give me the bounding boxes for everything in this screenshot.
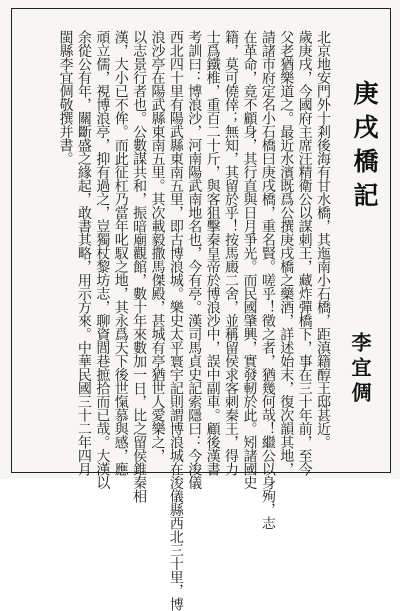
text-column: 北京地安門外十剎後海有甘水橋，其迤南小石橋，距滇籍醇王邸甚近。: [315, 30, 331, 449]
text-column: 考訓曰：博浪沙，河南陽武南地名也，今有亭。漢司馬貞史記索隱曰：今浚儀: [186, 30, 203, 489]
text-column: 在革命，竟不顧身，其行直與日月爭光。而民國肇興，實發軔於此。矧諸國史: [241, 30, 258, 489]
document-title: 庚戌橋記: [350, 80, 379, 216]
text-column: 請諸市府定名小石橋曰庚戌橋，重名賢。嗟乎！徵之者，猶幾何哉！繼公以身殉，志: [259, 30, 276, 530]
text-column: 余從公有年，關斷盛之緣起，敢書其略，用示方來。中華民國三十二年四月: [75, 30, 92, 476]
text-column: 歲庚戌，今國府主席汪精衛公以謀刺王，藏炸彈橋下，事在三十年前，至今: [296, 30, 313, 476]
author-name: 李宜倜: [348, 332, 372, 407]
body-text: [57, 30, 331, 611]
text-column: 浪沙亭在陽武縣東南五里。其次載毅撒馬傑殿，甚城有亭猶世人愛樂之，: [149, 30, 166, 462]
text-column: 士爲鐵椎，重百二十斤，與客狙擊秦皇帝於博浪沙中，誤中副車。顧後漢書: [204, 30, 221, 476]
text-column: 閩縣李宜倜敬撰并書。: [57, 30, 74, 165]
text-column: 籍，莫可僥倖；無知，其留於乎！按馬廄二舍，並稱留侯求客刺秦王，得力: [223, 30, 240, 476]
text-column: 漢，大小已不侔。而此征杠乃當年叱馭之地，其永爲天下後世愾慕與感，應: [112, 30, 129, 476]
text-column: 西北四十里有陽武縣東南五里，即古博浪城。樂史太平寰宇記則謂博浪城在浚儀縣西北三十里，博: [167, 30, 184, 611]
text-column: 頑立儒，視博浪亭，抑有過之，豈獨杖黎坊志，聊資閭巷摭拾而已哉。大漢以: [94, 30, 111, 489]
text-column: 父老猶樂道之。最近水濱既爲公撰庚戌橋之藥酒，詳述始末，復次韻其地，: [278, 30, 295, 476]
text-column: 以志景行者也。公數謀共和，振暗廟觀館，數十年來數加一日，比之留侯錐秦相: [131, 30, 148, 503]
